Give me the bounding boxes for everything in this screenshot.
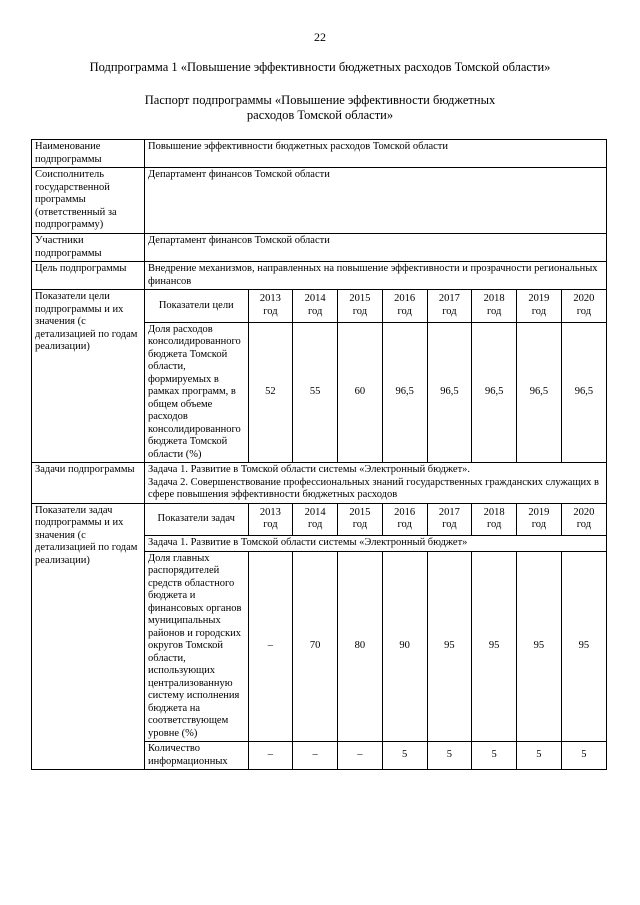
task-value: 5 [517, 742, 562, 770]
task-year-unit: год [397, 519, 412, 531]
row-tasks [32, 463, 607, 504]
task-year-unit: год [307, 519, 323, 531]
task-year-label: 2018 [483, 506, 505, 518]
goal-value: 96,5 [561, 322, 606, 462]
task-year-unit: год [352, 519, 368, 531]
task-value: – [248, 742, 293, 770]
task-indicator-text: Доля главных распорядителей средств областного бюджета и финансовых органов муниципальных районов и городских округов Томской области, использующих централизованную систему исполнения бюджета на соответствующем уровне (%) [145, 551, 248, 742]
task-year-unit: год [576, 519, 592, 531]
row-name [32, 140, 607, 168]
goal-year-2017 [427, 290, 472, 322]
task-year-2016 [382, 504, 427, 536]
goal-year-label: 2015 [349, 293, 371, 305]
row-participants [32, 234, 607, 262]
task-year-2017 [427, 504, 472, 536]
page-number: 22 [314, 30, 326, 44]
goal-year-unit: год [307, 305, 323, 317]
goal-year-2013 [248, 290, 293, 322]
task-year-label: 2013 [259, 506, 281, 518]
task-year-2015 [338, 504, 383, 536]
goal-year-unit: год [352, 305, 368, 317]
goal-indicators-cell [145, 290, 607, 463]
goal-indicators-table [145, 290, 606, 462]
goal-year-label: 2016 [394, 293, 416, 305]
row-coexecutor [32, 168, 607, 234]
row-participants-value: Департамент финансов Томской области [145, 234, 607, 262]
task-value: 5 [561, 742, 606, 770]
task-indicator-text: Количество информационных [145, 742, 248, 770]
goal-value: 96,5 [427, 322, 472, 462]
row-task-indicators [32, 503, 607, 770]
task-value: 95 [472, 551, 517, 742]
passport-title-line2: расходов Томской области» [246, 108, 394, 122]
goal-year-2018 [472, 290, 517, 322]
task-year-2020 [561, 504, 606, 536]
task-indicators-table [145, 504, 606, 770]
goal-year-label: 2013 [259, 293, 281, 305]
row-goal-indicators-label: Показатели цели подпрограммы и их значения (с детализацией по годам реализации) [32, 290, 145, 463]
task-year-label: 2016 [394, 506, 416, 518]
goal-indicators-header-row [145, 290, 606, 322]
task-indicators-cell [145, 503, 607, 770]
task-year-label: 2014 [304, 506, 326, 518]
task-value: – [338, 742, 383, 770]
task-year-label: 2020 [573, 506, 595, 518]
task-year-2018 [472, 504, 517, 536]
task-year-2019 [517, 504, 562, 536]
task-indicator-row [145, 551, 606, 742]
row-coexecutor-value: Департамент финансов Томской области [145, 168, 607, 234]
task-value: 70 [293, 551, 338, 742]
goal-year-label: 2020 [573, 293, 595, 305]
goal-indicators-header: Показатели цели [145, 290, 248, 322]
task-value: 95 [561, 551, 606, 742]
passport-title [140, 93, 500, 123]
task-value: 95 [427, 551, 472, 742]
row-name-label: Наименование подпрограммы [32, 140, 145, 168]
task-year-unit: год [263, 519, 278, 531]
task-year-label: 2019 [528, 506, 550, 518]
goal-year-2020 [561, 290, 606, 322]
goal-value: 55 [293, 322, 338, 462]
goal-value: 96,5 [517, 322, 562, 462]
task-value: 5 [382, 742, 427, 770]
task-year-2014 [293, 504, 338, 536]
goal-year-label: 2017 [438, 293, 460, 305]
task-indicators-header: Показатели задач [145, 504, 248, 536]
task-year-label: 2017 [438, 506, 460, 518]
task-value: 90 [382, 551, 427, 742]
task-year-2013 [248, 504, 293, 536]
row-participants-label: Участники подпрограммы [32, 234, 145, 262]
goal-year-unit: год [486, 305, 502, 317]
task-indicator-row [145, 742, 606, 770]
goal-year-2014 [293, 290, 338, 322]
task-value: 95 [517, 551, 562, 742]
task-year-unit: год [486, 519, 502, 531]
goal-value: 96,5 [472, 322, 517, 462]
task-value: 5 [427, 742, 472, 770]
goal-value: 60 [338, 322, 383, 462]
row-name-value: Повышение эффективности бюджетных расходов Томской области [145, 140, 607, 168]
task-indicators-header-row [145, 504, 606, 536]
task-value: 5 [472, 742, 517, 770]
row-goal [32, 262, 607, 290]
goal-year-label: 2019 [528, 293, 550, 305]
task-value: – [293, 742, 338, 770]
task1-caption-row [145, 536, 606, 552]
goal-year-2019 [517, 290, 562, 322]
task-2: Задача 2. Совершенствование профессиональных знаний государственных гражданских служащих в сфере повышения эффективности бюджетных расходов [148, 476, 599, 500]
goal-value: 52 [248, 322, 293, 462]
row-tasks-label: Задачи подпрограммы [32, 463, 145, 504]
task-year-label: 2015 [349, 506, 371, 518]
goal-year-unit: год [397, 305, 412, 317]
row-coexecutor-label: Соисполнитель государственной программы (ответственный за подпрограмму) [32, 168, 145, 234]
goal-year-unit: год [263, 305, 278, 317]
passport-title-line1: Паспорт подпрограммы «Повышение эффективности бюджетных [144, 93, 496, 107]
goal-year-unit: год [442, 305, 457, 317]
goal-year-label: 2014 [304, 293, 326, 305]
goal-year-unit: год [576, 305, 592, 317]
task-year-unit: год [442, 519, 457, 531]
goal-year-label: 2018 [483, 293, 505, 305]
task-year-unit: год [531, 519, 547, 531]
task1-caption: Задача 1. Развитие в Томской области системы «Электронный бюджет» [145, 536, 606, 552]
goal-year-2016 [382, 290, 427, 322]
goal-indicator-text: Доля расходов консолидированного бюджета Томской области, формируемых в рамках программ, в общем объеме расходов консолидированного бюджета Томской области (%) [145, 322, 248, 462]
passport-table [31, 139, 607, 770]
row-goal-indicators [32, 290, 607, 463]
goal-value: 96,5 [382, 322, 427, 462]
subprogram-heading: Подпрограмма 1 «Повышение эффективности бюджетных расходов Томской области» [89, 60, 551, 74]
goal-year-unit: год [531, 305, 547, 317]
goal-indicator-row [145, 322, 606, 462]
row-goal-value: Внедрение механизмов, направленных на повышение эффективности и прозрачности региональных финансов [145, 262, 607, 290]
row-tasks-value [145, 463, 607, 504]
task-value: 80 [338, 551, 383, 742]
task-value: – [248, 551, 293, 742]
row-task-indicators-label: Показатели задач подпрограммы и их значения (с детализацией по годам реализации) [32, 503, 145, 770]
goal-year-2015 [338, 290, 383, 322]
task-1: Задача 1. Развитие в Томской области системы «Электронный бюджет». [148, 464, 471, 475]
row-goal-label: Цель подпрограммы [32, 262, 145, 290]
